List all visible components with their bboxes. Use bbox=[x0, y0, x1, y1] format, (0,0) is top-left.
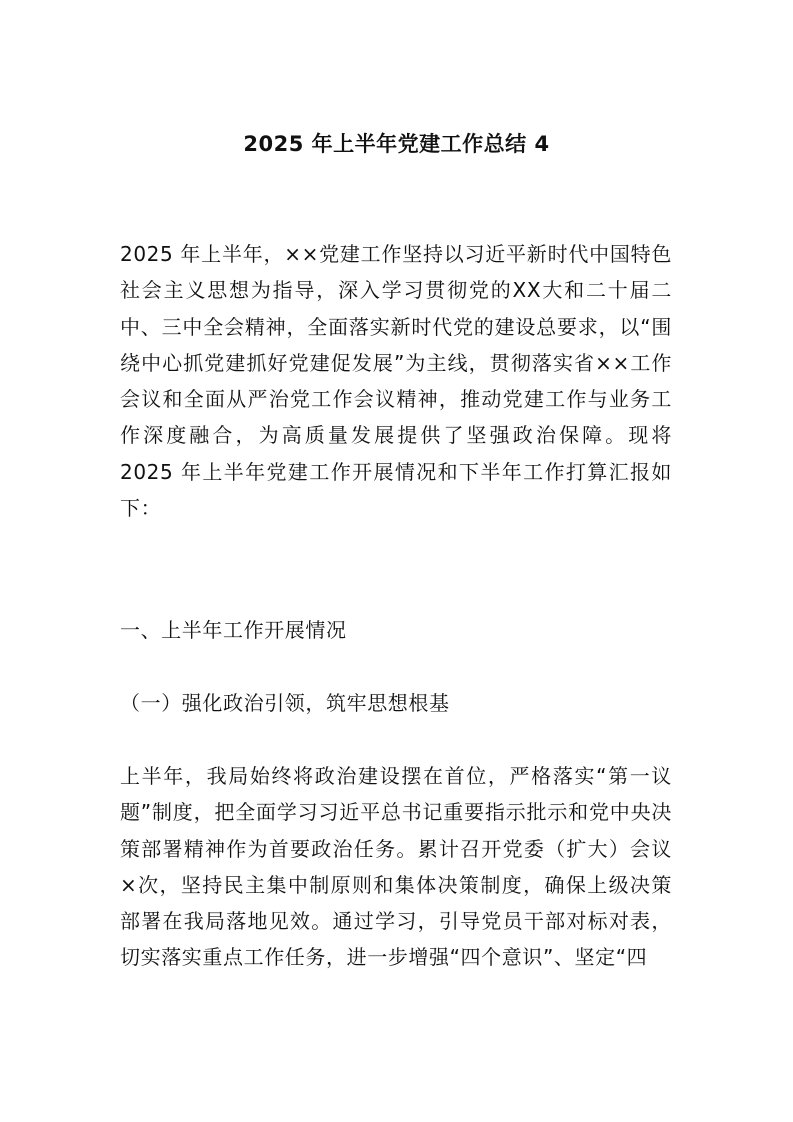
intro-paragraph: 2025 年上半年，××党建工作坚持以习近平新时代中国特色社会主义思想为指导，深入学习贯彻党的XX大和二十届二中、三中全会精神，全面落实新时代党的建设总要求，以“围绕中心抓党建抓好党建促发展”为主线，贯彻落实省××工作会议和全面从严治党工作会议精神，推动党建工作与业务工作深度融合，为高质量发展提供了坚强政治保障。现将 2025 年上半年党建工作开展情况和下半年工作打算汇报如下： bbox=[120, 242, 672, 521]
subsection-1-paragraph: 上半年，我局始终将政治建设摆在首位，严格落实“第一议题”制度，把全面学习习近平总书记重要指示批示和党中央决策部署精神作为首要政治任务。累计召开党委（扩大）会议×次，坚持民主集中制原则和集体决策制度，确保上级决策部署在我局落地见效。通过学习，引导党员干部对标对表，切实落实重点工作任务，进一步增强“四个意识”、坚定“四 bbox=[120, 764, 672, 970]
section-heading-1: 一、上半年工作开展情况 bbox=[120, 618, 347, 642]
document-title: 2025 年上半年党建工作总结 4 bbox=[243, 132, 550, 156]
subsection-heading-1: （一）强化政治引领，筑牢思想根基 bbox=[120, 691, 450, 715]
